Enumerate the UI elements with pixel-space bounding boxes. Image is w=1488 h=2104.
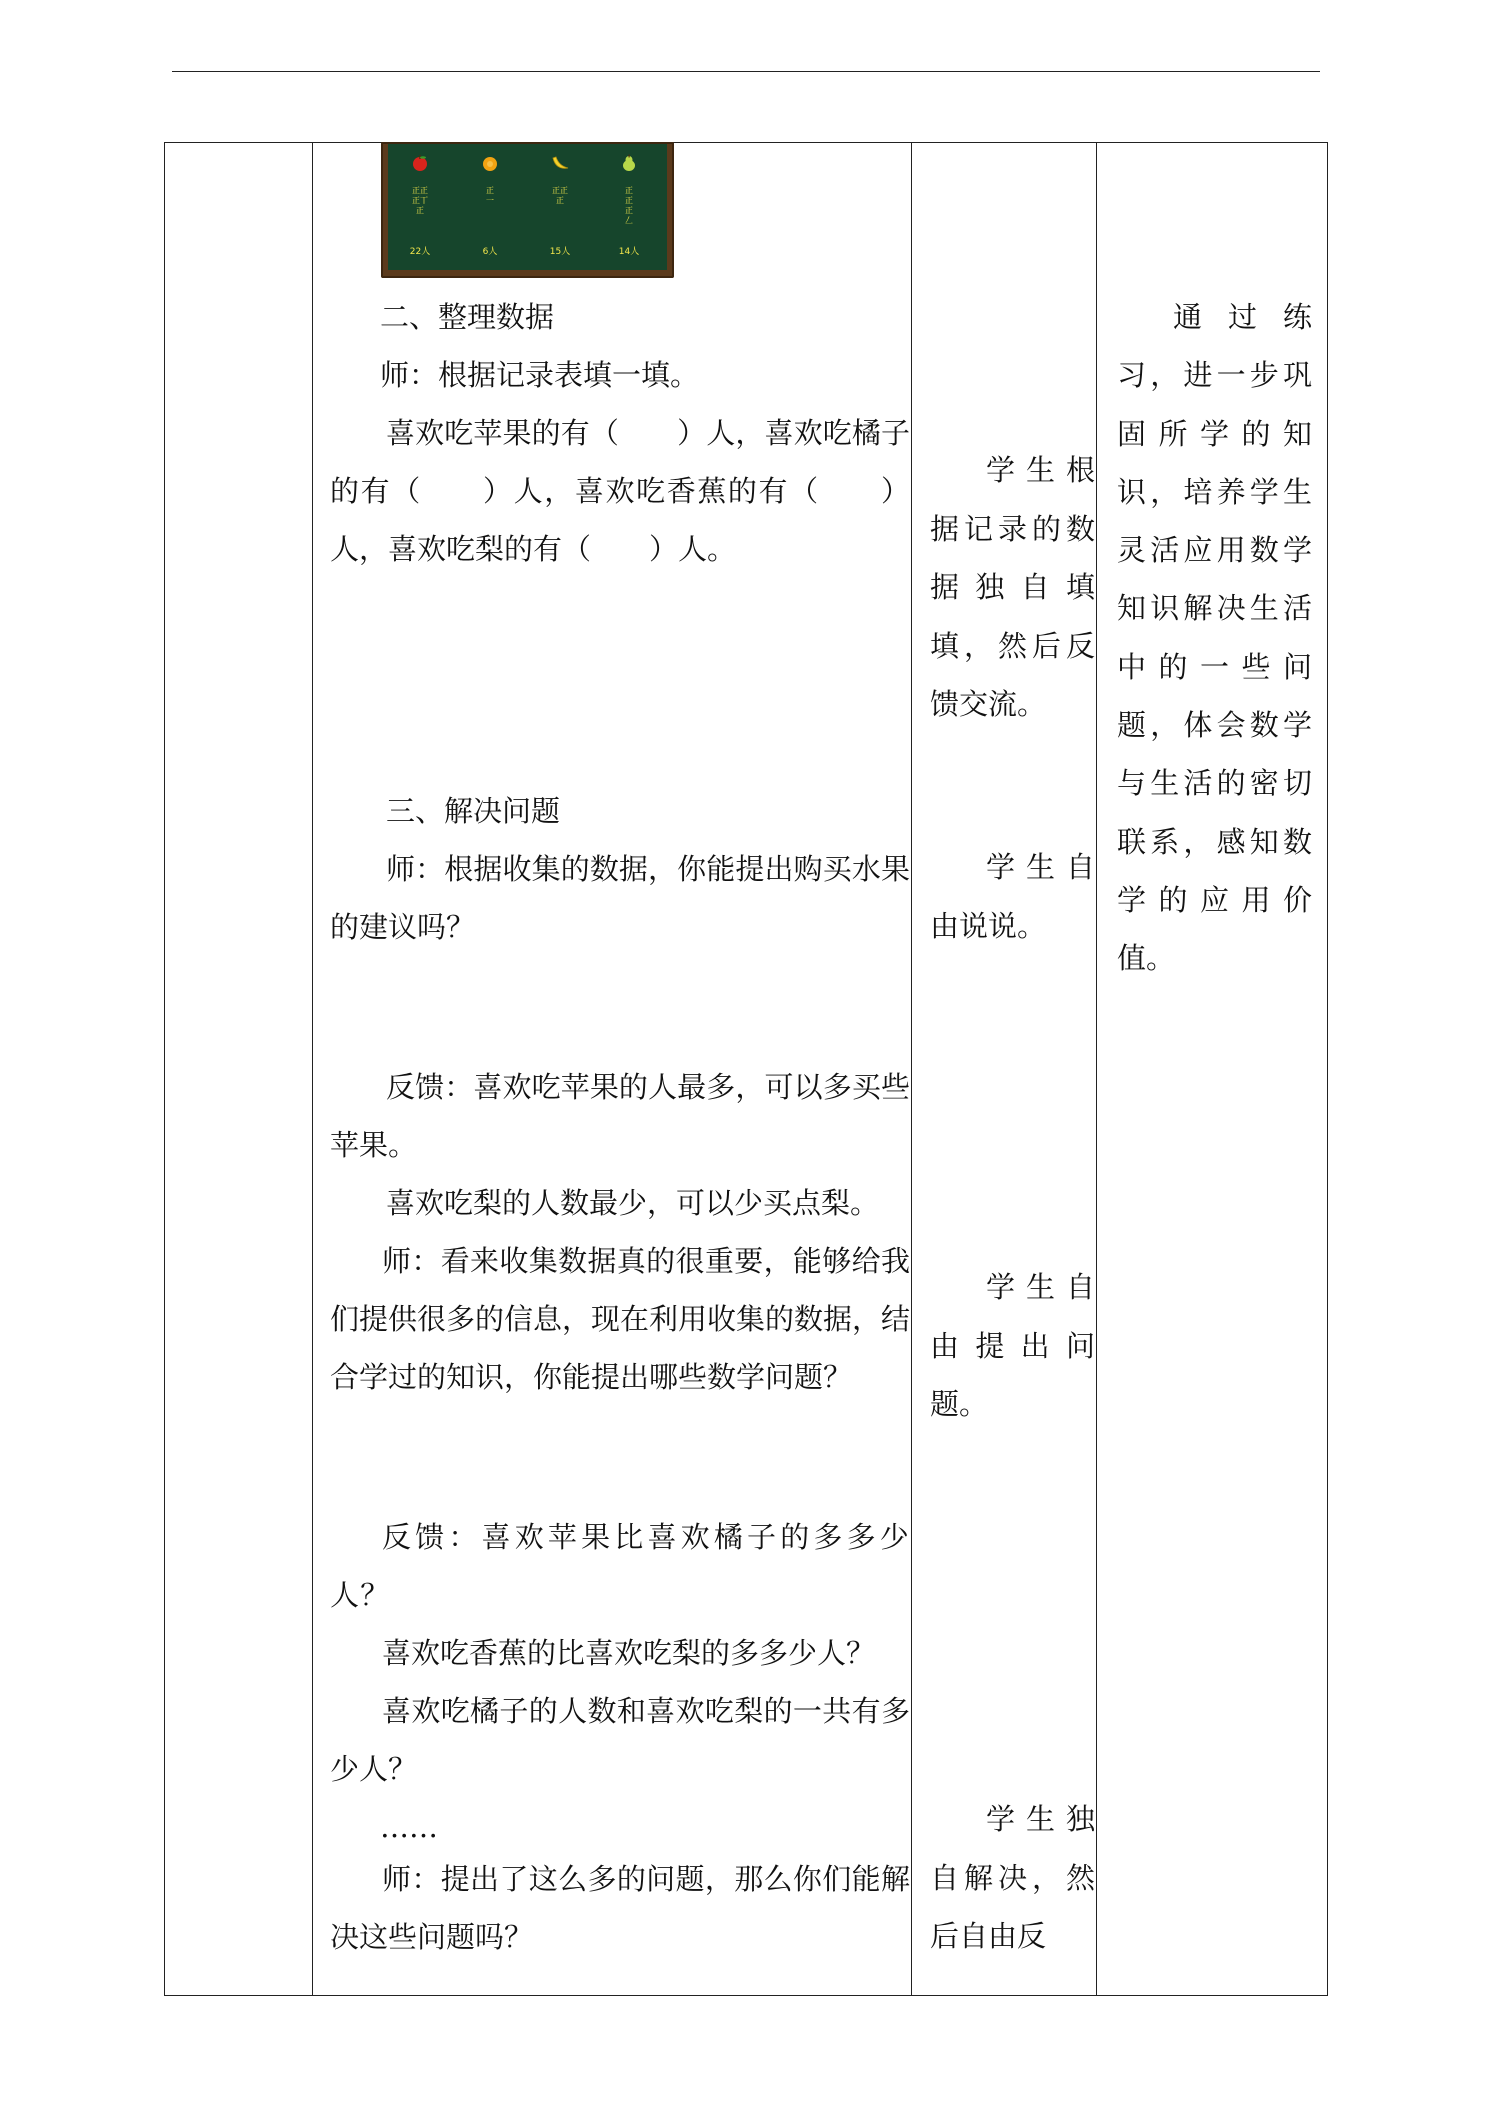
column-divider-3 — [1096, 142, 1097, 1996]
fruit-column-orange — [460, 144, 520, 270]
student-activity-4: 学生独自解决，然后自由反 — [930, 1802, 1095, 1953]
section-3-teacher: 师：根据收集的数据，你能提出购买水果的建议吗？ — [330, 852, 910, 944]
tally-marks: 正正 正 — [552, 186, 568, 205]
tally-marks: 正 一 — [486, 186, 494, 205]
column-divider-1 — [312, 142, 313, 1996]
pear-icon — [620, 154, 638, 172]
section-3-question-2: 喜欢吃香蕉的比喜欢吃梨的多多少人？ — [382, 1636, 876, 1670]
tally-marks: 正正 正丅 正 — [412, 186, 428, 215]
tally-marks: 正 正 正 𠃋 — [625, 186, 633, 225]
chalkboard-surface — [388, 144, 667, 270]
section-3-question-3: 喜欢吃橘子的人数和喜欢吃梨的一共有多少人？ — [330, 1694, 910, 1786]
count-label: 22人 — [409, 247, 431, 257]
count-label: 14人 — [618, 247, 640, 257]
section-3-feedback-2: 喜欢吃梨的人数最少，可以少买点梨。 — [386, 1186, 880, 1220]
section-3-teacher-2: 师：看来收集数据真的很重要，能够给我们提供很多的信息，现在利用收集的数据，结合学过的知识，你能提出哪些数学问题？ — [330, 1244, 911, 1394]
ellipsis: …… — [380, 1810, 438, 1844]
fruit-column-pear — [599, 144, 659, 270]
column-divider-2 — [911, 142, 912, 1996]
apple-icon — [411, 154, 429, 172]
section-3-feedback-1: 反馈：喜欢吃苹果的人最多，可以多买些苹果。 — [330, 1070, 910, 1162]
orange-icon — [481, 154, 499, 172]
tally-chalkboard — [381, 142, 674, 278]
section-3-title: 三、解决问题 — [386, 794, 561, 828]
section-2-title: 二、整理数据 — [380, 300, 555, 334]
section-3-teacher-3: 师：提出了这么多的问题，那么你们能解决这些问题吗？ — [330, 1862, 910, 1954]
student-activity-1: 学生根据记录的数据独自填填，然后反馈交流。 — [930, 453, 1095, 721]
fruit-column-apple — [390, 144, 450, 270]
banana-icon — [550, 154, 570, 172]
fruit-column-banana — [530, 144, 590, 270]
count-label: 15人 — [549, 247, 571, 257]
design-intent: 通过练习，进一步巩固所学的知识，培养学生灵活应用数学知识解决生活中的一些问题，体会数学与生活的密切联系，感知数学的应用价值。 — [1117, 300, 1312, 976]
count-label: 6人 — [482, 247, 498, 257]
header-rule — [172, 71, 1320, 72]
student-activity-2: 学生自由说说。 — [930, 850, 1095, 943]
student-activity-3: 学生自由提出问题。 — [930, 1270, 1095, 1421]
section-2-fill-in: 喜欢吃苹果的有（ ）人，喜欢吃橘子的有（ ）人，喜欢吃香蕉的有（ ）人，喜欢吃梨的有（ ）人。 — [330, 416, 910, 566]
section-3-feedback-3: 反馈：喜欢苹果比喜欢橘子的多多少人？ — [330, 1520, 910, 1612]
section-2-teacher: 师：根据记录表填一填。 — [380, 358, 700, 392]
